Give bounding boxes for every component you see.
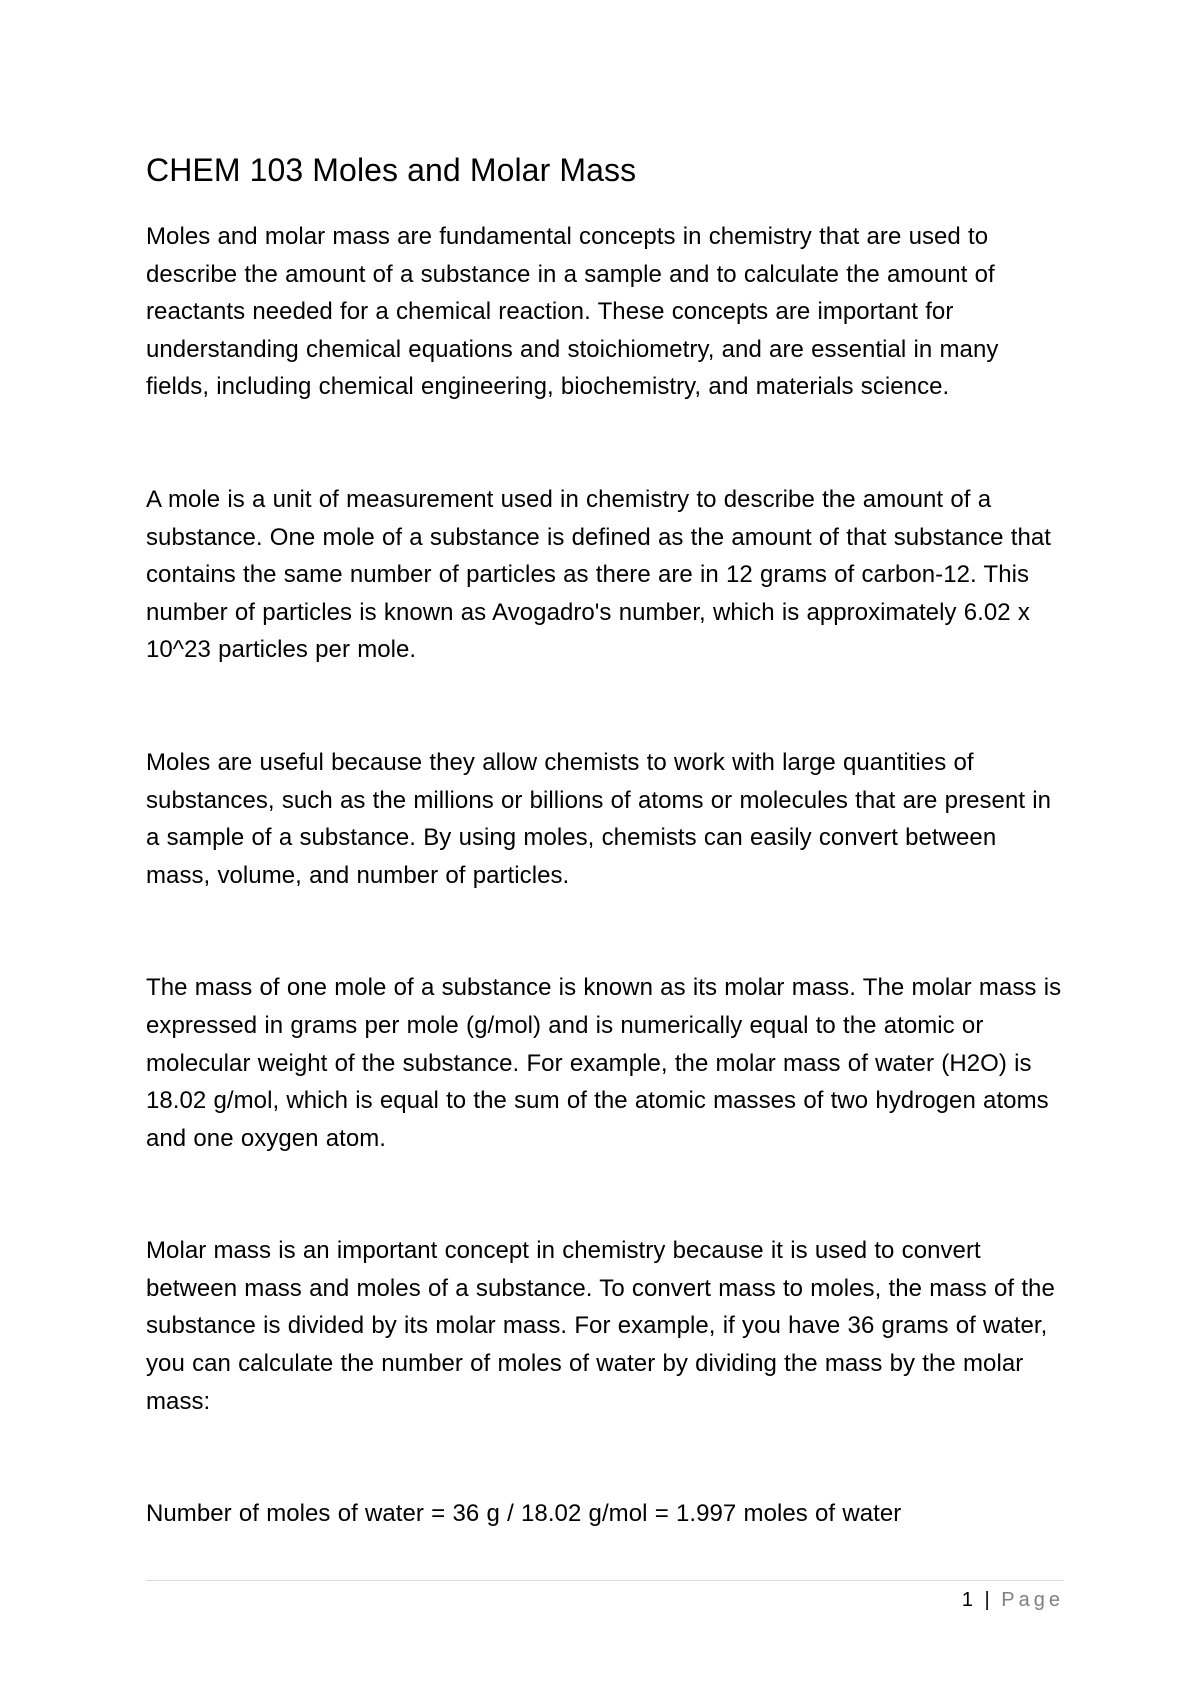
page-label: Page xyxy=(1001,1589,1064,1611)
document-body xyxy=(146,144,1066,1533)
footer-separator: | xyxy=(984,1589,990,1611)
paragraph-moles-usefulness: Moles are useful because they allow chemists to work with large quantities of substances, such as the millions or billions of atoms or molecules that are present in a sample of a substance. By using moles, chemists can easily convert between mass, volume, and number of particles. xyxy=(146,748,1052,889)
paragraph-mole-definition: A mole is a unit of measurement used in chemistry to describe the amount of a substance. One mole of a substance is defined as the amount of that substance that contains the same number of particles as there are in 12 grams of carbon-12. This number of particles is known as Avogadro's number, which is approximately 6.02 x 10^23 particles per mole. xyxy=(146,485,1051,664)
paragraph-example-calculation: Number of moles of water = 36 g / 18.02 g/mol = 1.997 moles of water xyxy=(146,1500,902,1528)
paragraph-conversion: Molar mass is an important concept in chemistry because it is used to convert between mass and moles of a substance. To convert mass to moles, the mass of the substance is divided by its molar mass. For example, if you have 36 grams of water, you can calculate the number of moles of water by dividing the mass by the molar mass: xyxy=(146,1237,1055,1415)
paragraph-molar-mass: The mass of one mole of a substance is known as its molar mass. The molar mass is expressed in grams per mole (g/mol) and is numerically equal to the atomic or molecular weight of the substance. For example, the molar mass of water (H2O) is 18.02 g/mol, which is equal to the sum of the atomic masses of two hydrogen atoms and one oxygen atom. xyxy=(146,974,1062,1152)
document-title: CHEM 103 Moles and Molar Mass xyxy=(146,152,637,188)
paragraph-intro: Moles and molar mass are fundamental concepts in chemistry that are used to describe the amount of a substance in a sample and to calculate the amount of reactants needed for a chemical reaction. These concepts are important for understanding chemical equations and stoichiometry, and are essential in many fields, including chemical engineering, biochemistry, and materials science. xyxy=(146,223,999,401)
page-footer xyxy=(962,1586,1064,1614)
page-number: 1 xyxy=(961,1589,973,1611)
footer-divider xyxy=(146,1580,1064,1581)
